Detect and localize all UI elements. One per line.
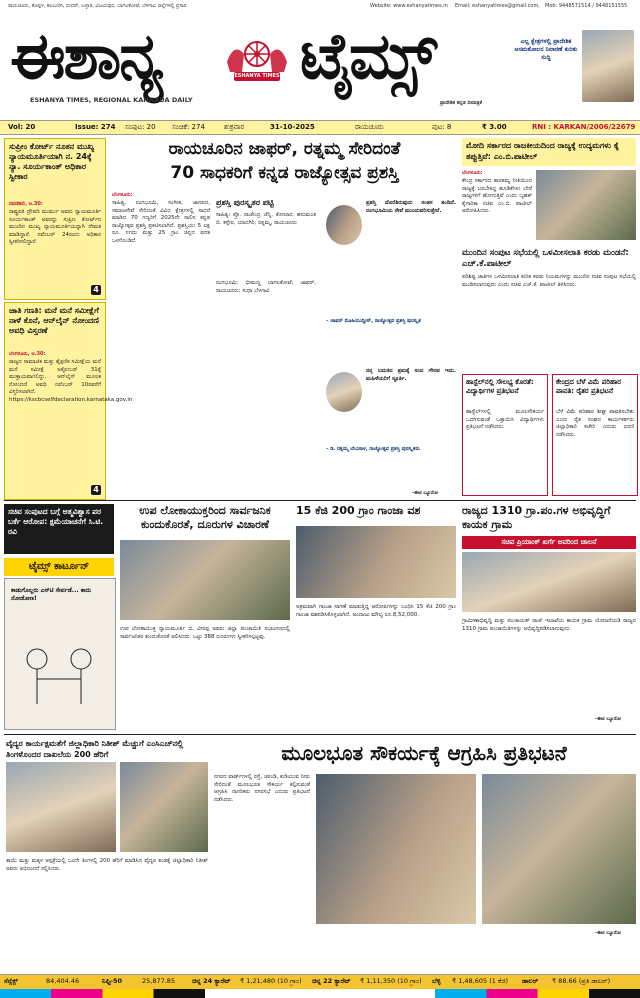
- emblem: [222, 32, 292, 90]
- minister-photo: [536, 170, 636, 240]
- quote-1-by: – ಜಾಫರ್ ಮೊಹಿಯುದ್ದೀನ್, ರಾಜ್ಯೋತ್ಸವ ಪ್ರಶಸ್ತಿ ಪುರಸ್ಕೃತ: [326, 318, 421, 324]
- ticker-label: ಚಿನ್ನ 22 ಕ್ಯಾರೆಟ್: [312, 977, 351, 985]
- vol: Vol: 20: [8, 123, 36, 131]
- lead-credit: -ಈಟಿ ಬ್ಯೂರೋ: [412, 490, 439, 496]
- left-story-1-body: ರಾಷ್ಟ್ರಪತಿ ದ್ರೌಪದಿ ಮುರ್ಮು ಅವರು ನ್ಯಾಯಮೂರ್ತಿ ಸೂರ್ಯಕಾಂತ್ ಅವರನ್ನು ಸುಪ್ರೀಂ ಕೋರ್ಟ್‌ನ ಮುಂದಿನ ಮುಖ್ಯ ನ್ಯಾಯಮೂರ್ತಿಯನ್ನಾಗಿ ನೇಮಕ ಮಾಡಿದ್ದಾರೆ. ನವೆಂಬರ್ 24ರಂದು ಅಧಿಕಾರ ಸ್ವೀಕರಿಸಲಿದ್ದಾರೆ.: [9, 209, 101, 245]
- price: ₹ 3.00: [482, 123, 507, 131]
- ticker-value: ₹ 88.66 (ಪ್ರತಿ ಡಾಲರ್): [552, 977, 611, 985]
- mid-story-a-photo: [120, 540, 290, 620]
- ticker-value: 84,404.46: [46, 977, 80, 985]
- right-top-head: ಮೋದಿ ಸರ್ಕಾರದ ರಾಜಕೀಯದಿಂದ ರಾಜ್ಯಕ್ಕೆ ಉದ್ಯಮಗಳು ಕೈ ತಪ್ಪುತ್ತಿವೆ: ಎಂ.ಬಿ.ಪಾಟೀಲ್: [466, 141, 620, 161]
- mid-story-c-photo: [462, 552, 636, 612]
- mid-box-head: ಸಚಿವ ಸಂಪುಟದ ಬಗ್ಗೆ ಆತ್ಮವಿಶ್ವಾಸ ಪರ ಬರ್ಕೆ ಆರೋಪ: ಕ್ಷಮೆಯಾಚನೆಗೆ ಸಿ.ಟಿ. ರವಿ: [8, 507, 104, 536]
- awardee-photo-1: [326, 205, 362, 245]
- rni: RNI : KARKAN/2006/22679: [532, 123, 636, 131]
- mid-story-a-head: ಉಪ ಲೋಕಾಯುಕ್ತರಿಂದ ಸಾರ್ವಜನಿಕ ಕುಂದುಕೊರತೆ, ದೂರುಗಳ ವಿಚಾರಣೆ: [139, 504, 271, 531]
- right-mini-2-body: ಬೆಳೆ ವಿಮೆ ಪರಿಹಾರ ಶೀಘ್ರ ಪಾವತಿಸಬೇಕು ಎಂದು ರೈತ ಸಂಘದ ಕಾರ್ಯಕರ್ತರು ಜಿಲ್ಲಾಧಿಕಾರಿ ಕಚೇರಿ ಎದುರು ಧರಣಿ ನಡೆಸಿದರು.: [556, 409, 634, 438]
- day: ಶುಕ್ರವಾರ: [224, 123, 245, 131]
- right-mini-1-body: ಹಾಸ್ಟೆಲ್‌ಗಳಲ್ಲಿ ಮೂಲಸೌಕರ್ಯ ಒದಗಿಸುವಂತೆ ಒತ್ತಾಯಿಸಿ ವಿದ್ಯಾರ್ಥಿಗಳು ಪ್ರತಿಭಟನೆ ನಡೆಸಿದರು.: [466, 409, 544, 430]
- bottom-story-b-head: ಮೂಲಭೂತ ಸೌಕರ್ಯಕ್ಕೆ ಆಗ್ರಹಿಸಿ ಪ್ರತಿಭಟನೆ: [281, 741, 567, 765]
- quote-2-by: – ಡಿ. ರತ್ನಮ್ಮ ಬೇವಿನಾಳ, ರಾಜ್ಯೋತ್ಸವ ಪ್ರಶಸ್ತಿ ಪುರಸ್ಕೃತರು: [326, 446, 420, 452]
- mid-story-b-head: 15 ಕೆಜಿ 200 ಗ್ರಾಂ ಗಾಂಜಾ ವಶ: [296, 504, 421, 517]
- bottom-story-b-photo-2: [482, 774, 636, 924]
- right-mini-1-head: ಹಾಸ್ಟೆಲ್‌ನಲ್ಲಿ ಸೌಲಭ್ಯ ಕೊರತೆ: ವಿದ್ಯಾರ್ಥಿಗಳ ಪ್ರತಿಭಟನೆ: [466, 378, 534, 395]
- bottom-story-a-photo-1: [6, 762, 116, 852]
- bottom-story-a-body: ತಾಯಿ ಮತ್ತು ಮಕ್ಕಳ ಆಸ್ಪತ್ರೆಯಲ್ಲಿ ಒಂದೇ ತಿಂಗಳಲ್ಲಿ 200 ಹೆರಿಗೆ ಮಾಡಿಸಿದ ವೈದ್ಯರ ತಂಡಕ್ಕೆ ಜಿಲ್ಲಾಧಿಕಾರಿ ನಿತೀಶ್ ಅವರು ಅಭಿನಂದನೆ ಸಲ್ಲಿಸಿದರು.: [6, 858, 208, 872]
- left-story-1[interactable]: [4, 138, 106, 300]
- issue-bar: [0, 120, 640, 135]
- cartoon: [4, 578, 116, 730]
- email[interactable]: Email: eshanyatimes@gmail.com,: [455, 3, 540, 9]
- mid-story-b-photo: [296, 526, 456, 598]
- mid-story-c-banner: ಸಚಿವ ಪ್ರಿಯಾಂಕ್ ಖರ್ಗೆ ಅವರಿಂದ ಚಾಲನೆ: [462, 536, 636, 549]
- lead-subhead: ಪ್ರಶಸ್ತಿ ಪುರಸ್ಕೃತರ ಪಟ್ಟಿ: [216, 198, 274, 207]
- lead-body: ಸಾಹಿತ್ಯ, ರಂಗಭೂಮಿ, ಸಂಗೀತ, ಜಾನಪದ, ಸಮಾಜಸೇವೆ ಸೇರಿದಂತೆ ವಿವಿಧ ಕ್ಷೇತ್ರಗಳಲ್ಲಿ ಸಾಧನೆ ಮಾಡಿದ 70 ಗಣ್ಯರಿಗೆ 2025ನೇ ಸಾಲಿನ ಕನ್ನಡ ರಾಜ್ಯೋತ್ಸವ ಪ್ರಶಸ್ತಿ ಪ್ರಕಟಿಸಲಾಗಿದೆ. ಪ್ರಶಸ್ತಿಯು 5 ಲಕ್ಷ ರೂ. ನಗದು ಮತ್ತು 25 ಗ್ರಾಂ ಚಿನ್ನದ ಪದಕ ಒಳಗೊಂಡಿದೆ.: [112, 200, 210, 244]
- ticker-label: ಬೆಳ್ಳಿ: [432, 977, 441, 985]
- left-story-1-dateline: ನವದೆಹಲಿ, ಅ.30:: [9, 201, 43, 207]
- emblem-label: ESHANYA TIMES: [234, 73, 280, 79]
- ticker-label: ನಿಫ್ಟಿ-50: [102, 977, 122, 985]
- page-badge: 4: [91, 285, 101, 295]
- market-ticker: [0, 974, 640, 989]
- left-story-2-body: ರಾಜ್ಯದ ಸಾಮಾಜಿಕ ಮತ್ತು ಶೈಕ್ಷಣಿಕ ಸಮೀಕ್ಷೆಯ ಮನೆ ಮನೆ ಸಮೀಕ್ಷೆ ಅಕ್ಟೋಬರ್ 31ಕ್ಕೆ ಮುಕ್ತಾಯವಾಗಲಿದ್ದು, ಆನ್‌ಲೈನ್ ಮೂಲಕ ನೋಂದಣಿ ಅವಧಿ ನವೆಂಬರ್ 10ರವರೆಗೆ ವಿಸ್ತರಿಸಲಾಗಿದೆ. https://kscbcselfdeclaration.karnataka.gov.in: [9, 359, 133, 403]
- left-story-2[interactable]: [4, 302, 133, 500]
- mid-story-c-head: ರಾಜ್ಯದ 1310 ಗ್ರಾ.ಪಂ.ಗಳ ಅಭಿವೃದ್ಧಿಗೆ ಕಾಯಕ ಗ್ರಾಮ: [462, 504, 611, 531]
- mid-story-c-body: ಗ್ರಾಮೀಣಾಭಿವೃದ್ಧಿ ಮತ್ತು ಪಂಚಾಯತ್ ರಾಜ್ ಇಲಾಖೆಯ ಕಾಯಕ ಗ್ರಾಮ ಯೋಜನೆಯಡಿ ರಾಜ್ಯದ 1310 ಗ್ರಾಮ ಪಂಚಾಯಿತಿಗಳನ್ನು ಅಭಿವೃದ್ಧಿಪಡಿಸಲಾಗುವುದು.: [462, 618, 636, 632]
- issue: Issue: 274: [75, 123, 116, 131]
- bottom-story-b-body: ನಗರದ ವಾರ್ಡ್‌ಗಳಲ್ಲಿ ರಸ್ತೆ, ಚರಂಡಿ, ಕುಡಿಯುವ ನೀರು ಸೇರಿದಂತೆ ಮೂಲಭೂತ ಸೌಕರ್ಯ ಕಲ್ಪಿಸುವಂತೆ ಆಗ್ರಹಿಸಿ ನಾಗರಿಕರು ನಗರಸಭೆ ಎದುರು ಪ್ರತಿಭಟನೆ ನಡೆಸಿದರು.: [214, 774, 310, 803]
- coverage-strip: ರಾಯಚೂರು, ಕೊಪ್ಪಳ, ಕಲಬುರಗಿ, ಬೀದರ್, ಬಳ್ಳಾರಿ, ವಿಜಯಪುರ, ಬಾಗಲಕೋಟೆ, ಬೆಳಗಾವಿ ಜಿಲ್ಲೆಗಳಲ್ಲಿ ಪ್ರಸಾರ: [8, 3, 187, 9]
- right-mini-1[interactable]: [462, 374, 548, 496]
- mid-box[interactable]: [4, 504, 114, 554]
- cartoon-title: ಟೈಮ್ಸ್ ಕಾರ್ಟೂನ್: [4, 558, 114, 576]
- right-story-2-body: ಪರಿಶಿಷ್ಟ ಜಾತಿಗಳ ಒಳಮೀಸಲಾತಿ ಕುರಿತ ಕರಡು ನಿಯಮಗಳನ್ನು ಮುಂದಿನ ಸಚಿವ ಸಂಪುಟ ಸಭೆಯಲ್ಲಿ ಮಂಡಿಸಲಾಗುವುದು ಎಂದು ಸಚಿವ ಎಚ್.ಕೆ. ಪಾಟೀಲ್ ತಿಳಿಸಿದರು.: [462, 274, 636, 288]
- lead-head-line2: 70 ಸಾಧಕರಿಗೆ ಕನ್ನಡ ರಾಜ್ಯೋತ್ಸವ ಪ್ರಶಸ್ತಿ: [170, 163, 399, 183]
- title-left: ಈಶಾನ್ಯ: [10, 20, 162, 94]
- pages: ಪುಟ: 8: [432, 123, 452, 131]
- color-registration-bar: [0, 989, 640, 998]
- right-top-body: ಕೇಂದ್ರ ಸರ್ಕಾರದ ತಾರತಮ್ಯ ನೀತಿಯಿಂದ ರಾಜ್ಯಕ್ಕೆ ಬರಬೇಕಿದ್ದ ಹೂಡಿಕೆಗಳು ಬೇರೆ ರಾಜ್ಯಗಳಿಗೆ ಹೋಗುತ್ತಿವೆ ಎಂದು ಬೃಹತ್ ಕೈಗಾರಿಕಾ ಸಚಿವ ಎಂ.ಬಿ. ಪಾಟೀಲ್ ಆರೋಪಿಸಿದರು.: [462, 178, 532, 214]
- bottom-story-b-photo-1: [316, 774, 476, 924]
- quote-1: ಪ್ರಶಸ್ತಿ ದೊರೆತಿರುವುದು ಸಂತಸ ತಂದಿದೆ. ರಂಗಭೂಮಿಯ ಸೇವೆ ಮುಂದುವರಿಸುತ್ತೇನೆ.: [366, 200, 456, 214]
- right-top-headbox: [462, 138, 636, 166]
- divider: [4, 734, 636, 735]
- lead-list-1: ಸಾಹಿತ್ಯ: ಪ್ರೊ. ರಾಜೇಂದ್ರ ಚೆನ್ನಿ, ಕೋಲಾರ; ಹನುಮಂತ ಬಿ. ಕಳ್ಳೇರ, ಯಾದಗಿರಿ; ರತ್ನಮ್ಮ, ರಾಯಚೂರು: [216, 212, 316, 226]
- samputa: ಸಂಪುಟ: 20: [125, 123, 156, 131]
- ticker-value: ₹ 1,11,350 (10 ಗ್ರಾಂ): [360, 977, 422, 985]
- mid-credit: -ಈಟಿ ಬ್ಯೂರೋ: [595, 716, 622, 722]
- divider: [4, 500, 636, 501]
- subtitle: ESHANYA TIMES, REGIONAL KANNADA DAILY: [30, 96, 193, 104]
- website[interactable]: Website: www.eshanyatimes.in: [370, 3, 448, 9]
- page-badge: 4: [91, 485, 101, 495]
- cartoon-caption: ಕಾಡುಗೊಲ್ಲರು ಎಸ್‌ಟಿ ಸೇರ್ಪಡೆ... ಕಾದು ನೋಡೋಣ!: [11, 587, 92, 602]
- promo-text: ಎಲ್ಲ ಕ್ಷೇತ್ರಗಳಲ್ಲಿ ಪ್ರಾದೇಶಿಕ ಅಸಮತೋಲನ ನಿವಾರಣೆ ಕುರಿತು ಸುದ್ದಿ: [514, 38, 578, 61]
- mid-story-b-body: ಅಕ್ರಮವಾಗಿ ಗಾಂಜಾ ಸಾಗಣೆ ಮಾಡುತ್ತಿದ್ದ ಆರೋಪಿಗಳನ್ನು ಬಂಧಿಸಿ 15 ಕೆಜಿ 200 ಗ್ರಾಂ ಗಾಂಜಾ ವಶಪಡಿಸಿಕೊಳ್ಳಲಾಗಿದೆ. ಅಂದಾಜು ಮೌಲ್ಯ ರೂ.8,52,000.: [296, 604, 456, 618]
- mobile: Mob: 9448571514 / 9448151555: [545, 3, 628, 9]
- ticker-value: ₹ 1,48,605 (1 ಕೆಜಿ): [452, 977, 509, 985]
- quote-2: ನನ್ನ ಬದುಕಿನ ಶ್ರಮಕ್ಕೆ ಸಂದ ಗೌರವ ಇದು. ಮಹಿಳೆಯರಿಗೆ ಸ್ಫೂರ್ತಿ.: [366, 368, 456, 382]
- promo-note: ಪ್ರಾದೇಶಿಕ ಕನ್ನಡ ದಿನಪತ್ರಿಕೆ: [440, 100, 482, 106]
- left-story-2-head: ಜಾತಿ ಗಣತಿ: ಮನೆ ಮನೆ ಸಮೀಕ್ಷೆಗೆ ನಾಳೆ ಕೊನೆ, ಆನ್‌ಲೈನ್ ನೋಂದಣಿ ಅವಧಿ ವಿಸ್ತರಣೆ: [9, 306, 99, 335]
- title-right: ಟೈಮ್ಸ್: [300, 20, 435, 94]
- ticker-value: 25,877.85: [142, 977, 176, 985]
- ticker-label: ಡಾಲರ್: [522, 977, 539, 985]
- sanchike: ಸಂಚಿಕೆ: 274: [172, 123, 205, 131]
- awardee-photo-2: [326, 372, 362, 412]
- ticker-label: ಚಿನ್ನ 24 ಕ್ಯಾರೆಟ್: [192, 977, 231, 985]
- right-mini-2[interactable]: [552, 374, 638, 496]
- place: ರಾಯಚೂರು: [355, 123, 384, 131]
- right-top-dateline: ಬೆಂಗಳೂರು:: [462, 170, 483, 176]
- ticker-label: ಸೆನ್ಸೆಕ್ಸ್: [4, 977, 18, 985]
- lead-list-2: ರಂಗಭೂಮಿ: ಭೀಮಣ್ಣ ಬಾಗಲಕೋಟೆ; ಜಾಫರ್, ರಾಯಚೂರು; ಸುಧಾ ಬೆಳಗಾವಿ: [216, 280, 316, 294]
- mid-story-a-body: ಉಪ ಲೋಕಾಯುಕ್ತ ನ್ಯಾಯಮೂರ್ತಿ ಬಿ. ವೀರಪ್ಪ ಅವರು ಜಿಲ್ಲಾ ಪಂಚಾಯಿತಿ ಸಭಾಂಗಣದಲ್ಲಿ ಸಾರ್ವಜನಿಕರ ಕುಂದುಕೊರತೆ ಆಲಿಸಿದರು. ಒಟ್ಟು 388 ದೂರುಗಳು ಸ್ವೀಕರಿಸಲ್ಪಟ್ಟವು.: [120, 626, 290, 640]
- right-story-2-head: ಮುಂದಿನ ಸಂಪುಟ ಸಭೆಯಲ್ಲಿ ಒಳಮೀಸಲಾತಿ ಕರಡು ಮಂಡನೆ: ಎಚ್.ಕೆ.ಪಾಟೀಲ್: [462, 248, 629, 269]
- lead-dateline: ಬೆಂಗಳೂರು:: [112, 192, 133, 198]
- bottom-credit: -ಈಟಿ ಬ್ಯೂರೋ: [595, 930, 622, 936]
- lead-head-line1: ರಾಯಚೂರಿನ ಜಾಫರ್, ರತ್ನಮ್ಮ ಸೇರಿದಂತೆ: [168, 139, 401, 159]
- right-mini-2-head: ಕೇಂದ್ರದ ಬೆಳೆ ವಿಮೆ ಪರಿಹಾರ ಪಾವತಿ: ರೈತರ ಪ್ರತಿಭಟನೆ: [556, 378, 622, 395]
- bottom-story-a-head: ವೈದ್ಯರ ಕಾರ್ಯಕ್ಷಮತೆಗೆ ಜಿಲ್ಲಾಧಿಕಾರಿ ನಿತೀಶ್ ಮೆಚ್ಚುಗೆ ಎಂಸಿಎಚ್‌ನಲ್ಲಿ ತಿಂಗಳೊಂದರ ದಾಖಲೆಯ 200 ಹೆರಿಗೆ: [6, 739, 184, 759]
- bottom-story-a-photo-2: [120, 762, 208, 852]
- ticker-value: ₹ 1,21,480 (10 ಗ್ರಾಂ): [240, 977, 302, 985]
- promo-photo: [582, 30, 634, 102]
- left-story-1-head: ಸುಪ್ರೀಂ ಕೋರ್ಟ್ ನೂತನ ಮುಖ್ಯ ನ್ಯಾಯಮೂರ್ತಿಯಾಗಿ ನ. 24ಕ್ಕೆ ನ್ಯಾ. ಸೂರ್ಯಕಾಂತ್ ಅಧಿಕಾರ ಸ್ವೀಕಾರ: [9, 142, 95, 181]
- date: 31-10-2025: [270, 123, 315, 131]
- left-story-2-dateline: ಬೆಂಗಳೂರು, ಅ.30:: [9, 351, 46, 357]
